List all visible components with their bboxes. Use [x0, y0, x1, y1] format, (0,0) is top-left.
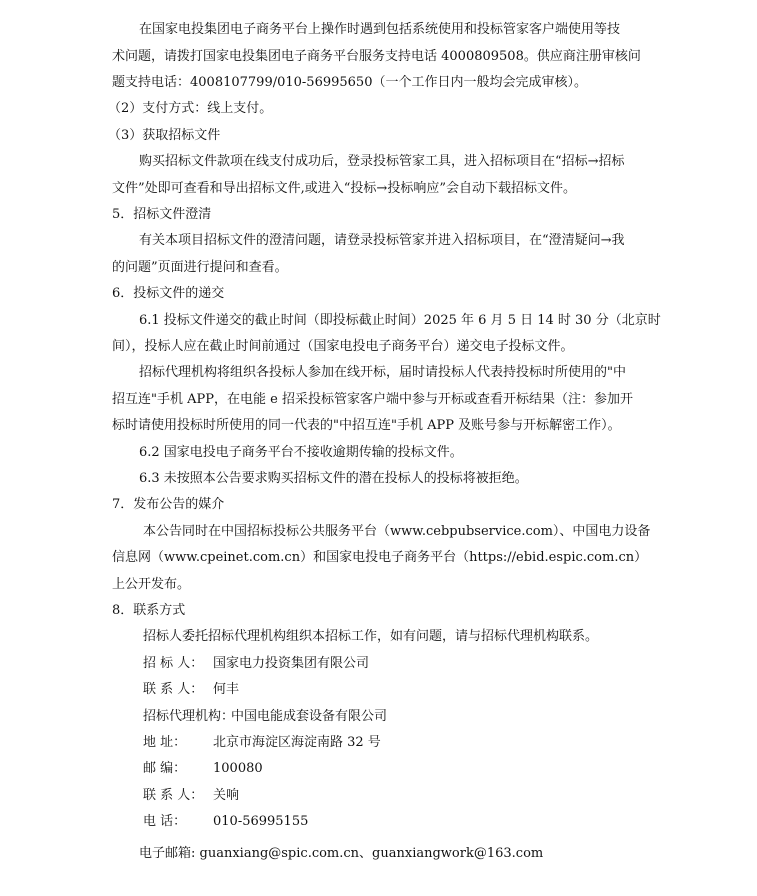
contact-postcode [143, 760, 263, 778]
contact-value: 何丰 [213, 682, 240, 697]
payment-method: （2）支付方式：线上支付。 [108, 101, 273, 116]
contact-value: 北京市海淀区海淀南路 32 号 [213, 735, 381, 750]
contact-agency [143, 708, 387, 726]
get-doc-heading: （3）获取招标文件 [108, 128, 221, 143]
section-6-paragraph-line-2: 招互连"手机 APP，在电能 e 招采投标管家客户端中参与开标或查看开标结果（注：参加开 [112, 392, 633, 407]
contact-label: 招 标 人： [143, 656, 204, 671]
section-5-line-2: 的问题”页面进行提问和查看。 [112, 260, 288, 275]
contact-email: 电子邮箱: guanxiang@spic.com.cn、guanxiangwork@163.com [139, 846, 544, 861]
contact-value: 010-56995155 [213, 814, 309, 829]
section-6-2: 6.2 国家电投电子商务平台不接收逾期传输的投标文件。 [139, 445, 463, 460]
get-doc-line-1: 购买招标文件款项在线支付成功后，登录投标管家工具，进入招标项目在“招标→招标 [139, 154, 625, 169]
get-doc-line-2: 文件”处即可查看和导出招标文件,或进入“投标→投标响应”会自动下载招标文件。 [112, 181, 576, 196]
contact-value: 国家电力投资集团有限公司 [213, 656, 370, 671]
section-7-line-2: 信息网（www.cpeinet.com.cn）和国家电投电子商务平台（https://ebid.espic.com.cn） [112, 550, 648, 565]
section-7-line-3: 上公开发布。 [112, 577, 191, 592]
contact-phone [143, 813, 308, 831]
section-6-paragraph-line-3: 标时请使用投标时所使用的同一代表的"中招互连"手机 APP 及账号参与开标解密工作）。 [112, 418, 621, 433]
section-6-paragraph-line-1: 招标代理机构将组织各投标人参加在线开标，届时请投标人代表持投标时所使用的"中 [139, 365, 626, 380]
section-5-line-1: 有关本项目招标文件的澄清问题，请登录投标管家并进入招标项目，在“澄清疑问→我 [139, 233, 625, 248]
section-7-heading: 7．发布公告的媒介 [112, 497, 225, 512]
section-6-heading: 6．投标文件的递交 [112, 286, 225, 301]
contact-address [143, 734, 381, 752]
section-5-heading: 5．招标文件澄清 [112, 207, 212, 222]
contact-label: 联 系 人： [143, 788, 204, 803]
support-paragraph-line-1: 在国家电投集团电子商务平台上操作时遇到包括系统使用和投标管家客户端使用等技 [139, 22, 621, 37]
section-6-1-line-2: 间），投标人应在截止时间前通过（国家电投电子商务平台）递交电子投标文件。 [112, 339, 574, 354]
contact-person-agency [143, 787, 239, 805]
section-7-line-1: 本公告同时在中国招标投标公共服务平台（www.cebpubservice.com）、中国电力设备 [143, 524, 651, 539]
contact-tenderer [143, 655, 369, 673]
contact-value: 中国电能成套设备有限公司 [231, 709, 388, 724]
contact-label: 邮 编： [143, 761, 187, 776]
contact-value: 关响 [213, 788, 240, 803]
contact-label: 电 话： [143, 814, 187, 829]
contact-person-tenderer [143, 681, 239, 699]
section-6-3: 6.3 未按照本公告要求购买招标文件的潜在投标人的投标将被拒绝。 [139, 471, 528, 486]
contact-label: 地 址： [143, 735, 187, 750]
section-8-intro: 招标人委托招标代理机构组织本招标工作，如有问题，请与招标代理机构联系。 [143, 629, 599, 644]
section-6-1-line-1: 6.1 投标文件递交的截止时间（即投标截止时间）2025 年 6 月 5 日 14 时 30 分（北京时 [139, 313, 661, 328]
contact-label: 联 系 人： [143, 682, 204, 697]
support-paragraph-line-2: 术问题，请拨打国家电投集团电子商务平台服务支持电话 4000809508。供应商注册审核问 [112, 49, 641, 64]
section-8-heading: 8．联系方式 [112, 603, 186, 618]
contact-label: 招标代理机构： [143, 709, 235, 724]
contact-value: 100080 [213, 761, 263, 776]
support-paragraph-line-3: 题支持电话：4008107799/010-56995650（一个工作日内一般均会完成审核）。 [112, 75, 587, 90]
